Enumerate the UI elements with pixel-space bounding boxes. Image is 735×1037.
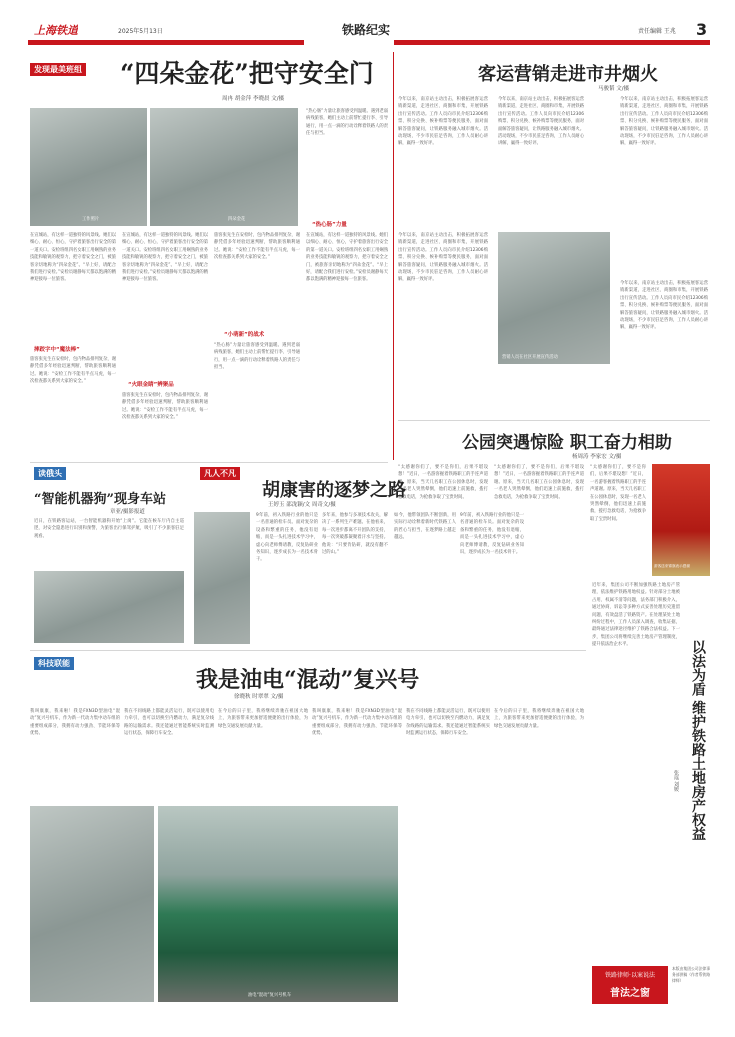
legal-article-byline: 张瑶 刘媛 — [673, 770, 679, 792]
article-body: 我叫康康，我来啦！我是FXN3D型油电“混动”复兴号机车，作为新一代动力集中动车组的重要组成部分，我拥有动力强劲、节能环保等优势。 — [30, 709, 120, 737]
article-byline: 马骏韬 文/摄 — [598, 86, 630, 92]
article-body: 旅客张先生在安检时，包内物品排列复杂，谢静凭借多年经验迅速判断，帮助旅客顺利通过。她说：“安检工作不能有半点马虎，每一次检查都关系到大家的安全。” — [122, 393, 208, 421]
article-body: 近年来，集团公司不断加强铁路土地房产管理，依法维护铁路用地权益。针对部分土地被占用、权属不清等问题，法务部门积极介入，通过协商、诉讼等多种方式妥善处理历史遗留问题，有效盘活了铁路资产。在处理某处土地纠纷过程中，工作人员深入调查，收集证据，最终通过法律途径维护了铁路合法权益。下一步，集团公司将继续完善土地房产管理制度，提升依法治企水平。 — [592, 583, 680, 648]
article-body: 在宣城站，有这样一道独特的风景线。她们以细心、耐心、恒心，守护着旅客出行安全的第一道关口。安检班组四名女职工用娴熟的业务技能和敏锐的观察力，把守着安全之门，被旅客亲切地称为“四朵金花”。“早上好，请配合我们进行安检。”安检员谢静每天都以饱满的精神迎接每一位旅客。 — [306, 233, 388, 283]
photo-caption: 油电“混动”复兴号机车 — [248, 993, 292, 998]
column-divider — [393, 52, 394, 460]
article-title: 我是油电“混动”复兴号 — [196, 667, 420, 693]
article-body: 今年以来，南京站主动出击，积极拓展客运营销新渠道，走进社区、商圈和市集，开展铁路出行宣传活动。工作人员向市民介绍12306购票、积分兑换、候补购票等便民服务，面对面解答旅客疑问，让铁路服务融入城市烟火。活动现场，不少市民驻足咨询，工作人员耐心讲解，赢得一致好评。 — [620, 97, 708, 147]
contributor-note: 本版由集团公司法律事务部供稿（作者系铁路律师） — [672, 966, 710, 983]
article-title — [684, 640, 706, 970]
article-body: 在今后的日子里，我将继续奔驰在祖国大地上，为旅客带来更加舒适便捷的出行体验，为绿色交通发展贡献力量。 — [218, 709, 308, 729]
article-photo — [158, 806, 398, 1002]
masthead — [28, 20, 710, 40]
photo-caption: 营销人员在社区开展宣传活动 — [502, 355, 558, 360]
banner-line: 铁路律师·以案说法 — [605, 972, 655, 979]
article-body: 如今，他带领团队不断创新，用实际行动诠释着新时代铁路工人的匠心与担当，在逐梦路上越走越远。 — [394, 513, 456, 541]
article-photo — [498, 232, 610, 364]
subheading: “热心肠”力量 — [312, 222, 347, 228]
article-byline: 章亚/摄影报道 — [110, 509, 145, 515]
article-title: 公园突遇惊险 职工奋力相助 — [462, 433, 672, 453]
article-body: 在今后的日子里，我将继续奔驰在祖国大地上，为旅客带来更加舒适便捷的出行体验，为绿色交通发展贡献力量。 — [494, 709, 584, 729]
article-body: 我叫康康，我来啦！我是FXN3D型油电“混动”复兴号机车，作为新一代动力集中动车组的重要组成部分，我拥有动力强劲、节能环保等优势。 — [312, 709, 402, 737]
section-divider — [30, 650, 586, 651]
section-tag-best-team: 发现最美班组 — [30, 63, 86, 76]
masthead-date: 2025年5月13日 — [118, 28, 163, 35]
article-title: 胡康害的逐梦之路 — [262, 480, 406, 501]
article-byline: 徐晓秋 时翠翠 文/摄 — [234, 694, 284, 700]
section-tag: 读俄头 — [34, 467, 66, 480]
banner-line: 普法之窗 — [610, 988, 650, 999]
subheading: 摔跤字中“魔法棒” — [34, 347, 80, 353]
article-byline — [666, 770, 680, 792]
article-body: 多年来，他参与多项技术攻关，解决了一系列生产难题。在他看来，每一次进步都离不开团队的支持，每一次突破都凝聚着汗水与坚持。他说：“只要肯钻研，就没有翻不过的山。” — [322, 513, 388, 556]
photo-caption: 四朵金花 — [228, 217, 246, 222]
article-body: 旅客张先生在安检时，包内物品排列复杂，谢静凭借多年经验迅速判断，帮助旅客顺利通过。她说：“安检工作不能有半点马虎，每一次检查都关系到大家的安全。” — [214, 233, 300, 261]
article-body: 今年以来，南京站主动出击，积极拓展客运营销新渠道，走进社区、商圈和市集，开展铁路出行宣传活动。工作人员向市民介绍12306购票、积分兑换、候补购票等便民服务，面对面解答旅客疑问，让铁路服务融入城市烟火。活动现场，不少市民驻足咨询，工作人员耐心讲解，赢得一致好评。 — [398, 233, 488, 283]
article-body: 在宣城站，有这样一道独特的风景线。她们以细心、耐心、恒心，守护着旅客出行安全的第一道关口。安检班组四名女职工用娴熟的业务技能和敏锐的观察力，把守着安全之门，被旅客亲切地称为“四朵金花”。“早上好，请配合我们进行安检。”安检员谢静每天都以饱满的精神迎接每一位旅客。 — [122, 233, 208, 283]
article-byline: 杨周涛 李家宏 文/摄 — [572, 454, 622, 460]
article-body: 我在不同线路上都能灵活运行，既可以使用电力牵引，也可以切换至内燃动力，满足复杂线路的运输需求。我还能通过智能系统实时监测运行状态，保障行车安全。 — [124, 709, 214, 737]
article-title: 客运营销走进市井烟火 — [478, 64, 658, 85]
article-photo — [194, 512, 250, 644]
subheading: “火眼金睛”辨聚品 — [128, 382, 174, 388]
newspaper-logo: 上海铁道 — [34, 24, 78, 37]
article-body: “热心肠”力量让旅客感受到温暖。遇到老弱病残旅客，她们主动上前帮忙提行李、引导通行，用一点一滴的行动诠释着铁路人的责任与担当。 — [306, 109, 388, 137]
section-tag: 凡人不凡 — [200, 467, 240, 480]
article-title: “四朵金花”把守安全门 — [120, 59, 374, 88]
article-body: 9年前，初入铁路行业的他只是一名普通的检车员。面对复杂的设备和繁重的任务，他没有退缩，而是一头扎进技术学习中，虚心向老师傅请教，反复钻研业务知识，逐步成长为一名技术骨干。 — [256, 513, 318, 563]
article-body: 今年以来，南京站主动出击，积极拓展客运营销新渠道，走进社区、商圈和市集，开展铁路出行宣传活动。工作人员向市民介绍12306购票、积分兑换、候补购票等便民服务，面对面解答旅客疑问，让铁路服务融入城市烟火。活动现场，不少市民驻足咨询，工作人员耐心讲解，赢得一致好评。 — [620, 281, 708, 331]
article-body: 今年以来，南京站主动出击，积极拓展客运营销新渠道，走进社区、商圈和市集，开展铁路出行宣传活动。工作人员向市民介绍12306购票、积分兑换、候补购票等便民服务，面对面解答旅客疑问，让铁路服务融入城市烟火。活动现场，不少市民驻足咨询，工作人员耐心讲解，赢得一致好评。 — [498, 97, 584, 147]
article-byline: 王婷玉 邵泷颖/文 周奇文/摄 — [268, 502, 336, 508]
article-photo — [652, 464, 710, 576]
article-body: “热心肠”力量让旅客感受到温暖。遇到老弱病残旅客，她们主动上前帮忙提行李、引导通行，用一点一滴的行动诠释着铁路人的责任与担当。 — [214, 343, 300, 371]
article-photo — [30, 806, 154, 1002]
photo-caption: 工作照片 — [82, 217, 100, 222]
article-title: “智能机器狗”现身车站 — [34, 492, 166, 507]
section-tag: 科技联能 — [34, 657, 74, 670]
article-body: 在宣城站，有这样一道独特的风景线。她们以细心、耐心、恒心，守护着旅客出行安全的第一道关口。安检班组四名女职工用娴熟的业务技能和敏锐的观察力，把守着安全之门，被旅客亲切地称为“四朵金花”。“早上好，请配合我们进行安检。”安检员谢静每天都以饱满的精神迎接每一位旅客。 — [30, 233, 116, 283]
page-number: 3 — [696, 20, 708, 39]
article-body: 近日，在铁路客运站，一台智能机器狗开始“上岗”。它能在候车厅内自主巡逻，对安全隐患进行识别和预警，为旅客出行保驾护航，吸引了不少旅客驻足观看。 — [34, 519, 184, 539]
law-column-banner — [592, 966, 668, 1004]
article-body: 旅客张先生在安检时，包内物品排列复杂，谢静凭借多年经验迅速判断，帮助旅客顺利通过。她说：“安检工作不能有半点马虎，每一次检查都关系到大家的安全。” — [30, 357, 116, 385]
photo-caption: 游客送来锦旗表示感谢 — [654, 564, 690, 568]
article-photo — [34, 571, 184, 643]
article-body: 我在不同线路上都能灵活运行，既可以使用电力牵引，也可以切换至内燃动力，满足复杂线路的运输需求。我还能通过智能系统实时监测运行状态，保障行车安全。 — [406, 709, 490, 737]
article-photo — [30, 108, 147, 226]
subheading: “小萌新”的战术 — [224, 332, 265, 338]
article-photo — [150, 108, 298, 226]
article-body: 9年前，初入铁路行业的他只是一名普通的检车员。面对复杂的设备和繁重的任务，他没有退缩，而是一头扎进技术学习中，虚心向老师傅请教，反复钻研业务知识，逐步成长为一名技术骨干。 — [460, 513, 524, 556]
section-title: 铁路纪实 — [342, 23, 391, 37]
article-body: 今年以来，南京站主动出击，积极拓展客运营销新渠道，走进社区、商圈和市集，开展铁路出行宣传活动。工作人员向市民介绍12306购票、积分兑换、候补购票等便民服务，面对面解答旅客疑问，让铁路服务融入城市烟火。活动现场，不少市民驻足咨询，工作人员耐心讲解，赢得一致好评。 — [398, 97, 488, 147]
article-byline: 周冉 胡金萍 李晓晨 文/摄 — [222, 96, 285, 102]
masthead-rule-right — [394, 40, 710, 45]
section-divider — [398, 420, 710, 421]
article-body: “太感谢你们了，要不是你们，后果不堪设想！”近日，一名游客握着铁路职工的手连声道谢。原来，当天几名职工在公园休息时，发现一名老人突然晕倒，他们迅速上前施救，拨打急救电话，为抢救争取了宝贵时间。 — [590, 465, 646, 522]
editor-label: 责任编辑 王兆 — [638, 28, 676, 35]
masthead-rule-left — [28, 40, 304, 45]
article-body: “太感谢你们了，要不是你们，后果不堪设想！”近日，一名游客握着铁路职工的手连声道谢。原来，当天几名职工在公园休息时，发现一名老人突然晕倒，他们迅速上前施救，拨打急救电话，为抢救争取了宝贵时间。 — [494, 465, 584, 500]
section-divider — [30, 462, 388, 463]
article-body: “太感谢你们了，要不是你们，后果不堪设想！”近日，一名游客握着铁路职工的手连声道谢。原来，当天几名职工在公园休息时，发现一名老人突然晕倒，他们迅速上前施救，拨打急救电话，为抢救争取了宝贵时间。 — [398, 465, 488, 500]
legal-article-title: 以法为盾 维护铁路土地房产权益 — [690, 640, 706, 841]
